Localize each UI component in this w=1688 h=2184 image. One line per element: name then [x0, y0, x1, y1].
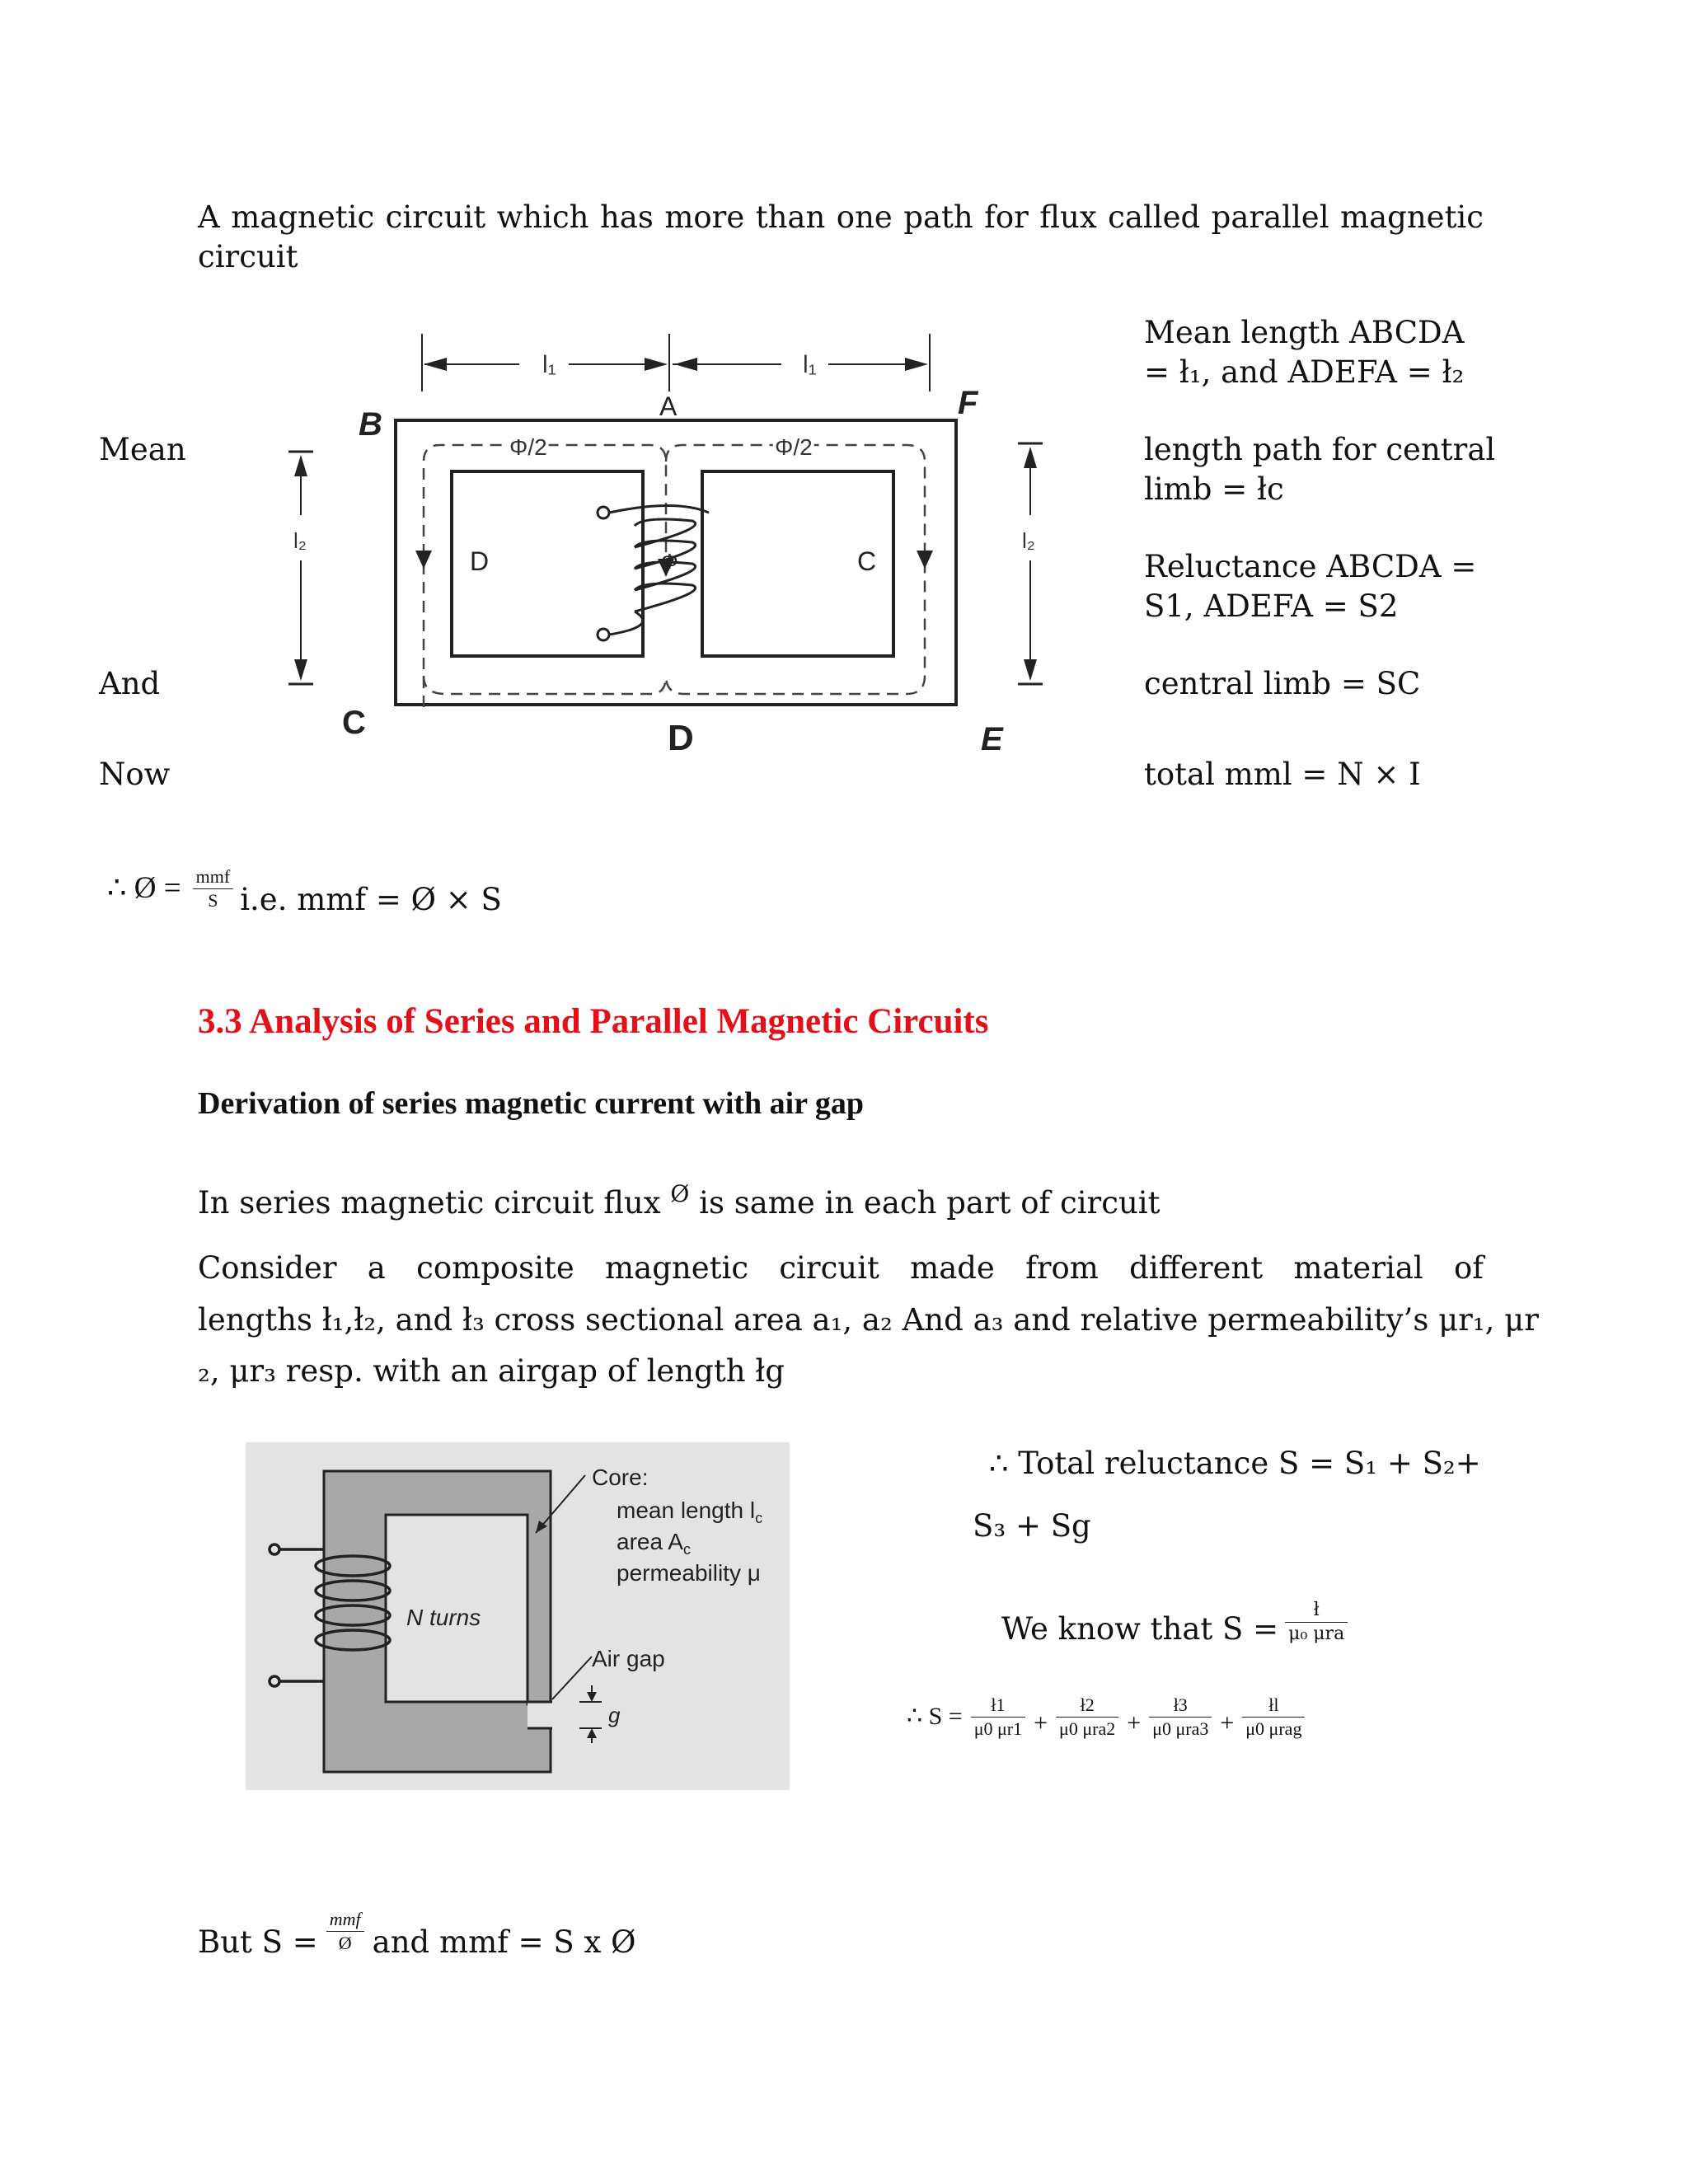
label-gap-g: g [608, 1703, 621, 1727]
dim-l1-right: l₁ [803, 351, 817, 378]
section-subtitle: Derivation of series magnetic current with air gap [198, 1086, 865, 1121]
intro-line-2: circuit [198, 239, 298, 274]
label-mean: Mean [99, 432, 186, 467]
note-total-mmf: total mml = N × I [1144, 757, 1421, 792]
label-mean-length: mean length $l_c$ [617, 1497, 763, 1526]
flux-eq-den: S [208, 889, 218, 911]
know-prefix: We know that S = [1001, 1611, 1279, 1647]
reluctance-formula [1001, 1595, 1348, 1649]
flux-eq-num: mmf [193, 865, 234, 889]
flux-equation [107, 857, 502, 920]
note-reluctance: Reluctance ABCDA = [1144, 549, 1477, 584]
paragraph-composite-line-3: ₂, μr₃ resp. with an airgap of length łg [198, 1353, 785, 1389]
window-label-d: D [470, 546, 490, 576]
label-and: And [99, 666, 161, 701]
paragraph-composite-line-2: lengths ł₁,ł₂, and ł₃ cross sectional area a₁, a₂ And a₃ and relative permeability’s μr₁, μr [198, 1302, 1539, 1338]
parallel-circuit-diagram [247, 330, 1088, 791]
window-label-c: C [857, 546, 877, 576]
know-den: μ₀ μra [1288, 1623, 1345, 1644]
but-suffix: and mmf = S x Ø [372, 1924, 636, 1960]
note-mean-length: Mean length ABCDA [1144, 315, 1465, 350]
label-now: Now [99, 757, 171, 792]
flux-eq-suffix: i.e. mmf = Ø × S [240, 882, 502, 917]
point-e: E [981, 721, 1003, 757]
note-reluctance-values: S1, ADEFA = S2 [1144, 588, 1399, 624]
point-b: B [359, 406, 382, 443]
note-central-length: length path for central [1144, 432, 1496, 467]
paragraph-series-flux [198, 1174, 1160, 1223]
plus-3: + [1220, 1709, 1235, 1736]
label-n-turns: N turns [406, 1605, 481, 1630]
air-gap-core-diagram [246, 1442, 790, 1790]
intro-line-1: A magnetic circuit which has more than one path for flux called parallel magnetic [198, 199, 1484, 235]
series-reluctance-equation [907, 1694, 1305, 1741]
point-f: F [958, 385, 978, 421]
term-4: $\frac{łl}{\text{μ0 μrag}}$ [1242, 1694, 1305, 1741]
coil [598, 506, 709, 641]
flux-half-left: Φ/2 [509, 434, 547, 460]
point-d: D [668, 718, 694, 758]
flux-center: Φ [661, 549, 678, 574]
plus-2: + [1127, 1709, 1142, 1736]
point-c: C [342, 705, 366, 741]
s-prefix: ∴ S = [907, 1703, 963, 1730]
but-prefix: But S = [198, 1924, 318, 1960]
plus-1: + [1034, 1709, 1048, 1736]
total-reluctance-line-2: S₃ + Sg [973, 1508, 1091, 1544]
section-title: 3.3 Analysis of Series and Parallel Magnetic Circuits [198, 1002, 989, 1041]
term-3: $\frac{ł3}{\text{μ0 μra3}}$ [1149, 1694, 1212, 1741]
dim-l1-left: l₁ [542, 351, 556, 378]
but-num: mmf [326, 1908, 364, 1932]
know-fraction [1285, 1599, 1348, 1646]
paragraph-composite-line-1: Consider a composite magnetic circuit made from different material of [198, 1250, 1484, 1286]
know-num: ł [1285, 1599, 1348, 1623]
label-area: area $A_c$ [617, 1529, 691, 1558]
but-s-equation [198, 1900, 635, 1962]
term-1: $\frac{ł1}{\mu 0 \mu r1}$ [971, 1694, 1025, 1741]
total-reluctance-line-1: ∴ Total reluctance S = S₁ + S₂+ [989, 1446, 1481, 1481]
note-mean-length-values: = ł₁, and ADEFA = ł₂ [1144, 354, 1465, 390]
note-central-length-value: limb = łc [1144, 471, 1284, 507]
term-2: $\frac{ł2}{\text{μ0 μra2}}$ [1056, 1694, 1118, 1741]
flux-symbol: Ø [670, 1180, 690, 1207]
but-den: Ø [338, 1932, 352, 1953]
p1-text-b: is same in each part of circuit [699, 1185, 1160, 1221]
but-fraction [326, 1908, 364, 1955]
flux-half-right: Φ/2 [775, 434, 813, 460]
flux-eq-prefix: ∴ Ø = [107, 871, 181, 905]
label-permeability: permeability μ [617, 1560, 761, 1586]
p1-text-a: In series magnetic circuit flux [198, 1185, 661, 1221]
label-air-gap: Air gap [592, 1646, 665, 1671]
flux-eq-fraction [193, 865, 234, 912]
dim-l2-right: l₂ [1022, 528, 1035, 553]
point-a: A [659, 391, 678, 421]
dim-l2-left: l₂ [293, 528, 307, 553]
note-central-reluctance: central limb = SC [1144, 666, 1421, 701]
label-core: Core: [592, 1465, 649, 1490]
